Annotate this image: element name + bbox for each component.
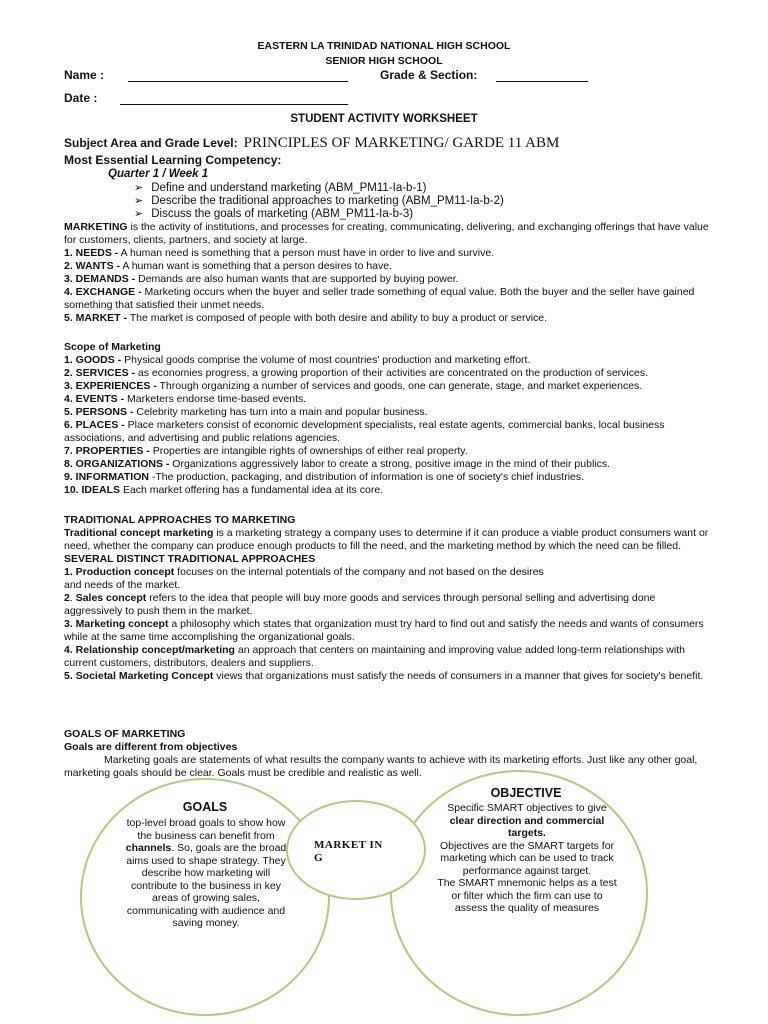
scope-item	[64, 354, 714, 367]
traditional-heading: TRADITIONAL APPROACHES TO MARKETING	[64, 514, 296, 526]
scope-item	[64, 393, 714, 406]
goals-text-part: . So, goals are the broad aims used to shape strategy. They describe how marketing will contribute to the business in key areas of growing sales, communicating with audience and saving money.	[126, 842, 287, 929]
concept-item	[64, 260, 714, 273]
name-blank	[128, 70, 348, 82]
approach-term: 1. Production concept	[64, 566, 175, 578]
scope-term: 1. GOODS -	[64, 354, 122, 366]
concept-term: 3. DEMANDS -	[64, 273, 136, 285]
scope-item	[64, 445, 714, 458]
scope-text: -The production, packaging, and distribution of information is one of society's chief industries.	[148, 471, 585, 483]
approach-text: refers to the idea that people will buy more goods and services through personal selling and advertising done aggressively to push them in the market.	[64, 592, 656, 617]
objective-text-part: Objectives are the SMART targets for marketing which can be used to track performance against target.	[439, 839, 615, 877]
school-name: EASTERN LA TRINIDAD NATIONAL HIGH SCHOOL	[257, 40, 511, 52]
approach-term: 2	[64, 592, 70, 604]
competency-item: ➢ Define and understand marketing (ABM_PM11-Ia-b-1)	[134, 182, 504, 195]
scope-item	[64, 458, 714, 471]
traditional-term: Traditional concept marketing	[64, 527, 214, 539]
approach-item	[64, 670, 714, 683]
approach-text: an approach that centers on maintaining and improving value added long-term relationships with current customers, distributors, dealers and suppliers.	[64, 644, 685, 669]
marketing-definition	[64, 221, 714, 247]
scope-term: 9. INFORMATION	[64, 471, 149, 483]
scope-term: 2. SERVICES -	[64, 367, 135, 379]
approach-item	[64, 644, 714, 670]
scope-term: 6. PLACES -	[64, 419, 125, 431]
goals-heading: GOALS OF MARKETING	[64, 728, 186, 740]
scope-term: 3. EXPERIENCES -	[64, 380, 157, 392]
concept-term: 1. NEEDS -	[64, 247, 119, 259]
concept-item	[64, 312, 714, 325]
scope-text: Celebrity marketing has turn into a main and popular business.	[133, 406, 428, 418]
goals-paragraph: Marketing goals are statements of what results the company wants to achieve with its marketing efforts. Just like any other goal, marketing goals should be clear. Goals must be credible and realistic as well.	[64, 754, 698, 779]
goals-subheading: Goals are different from objectives	[64, 741, 238, 753]
goals-text	[122, 817, 290, 930]
approaches-heading: SEVERAL DISTINCT TRADITIONAL APPROACHES	[64, 553, 316, 565]
objective-bold-text: clear direction and commercial targets.	[449, 814, 605, 839]
scope-text: Each market offering has a fundamental idea at its core.	[120, 484, 384, 496]
marketing-definition-section	[64, 221, 714, 325]
scope-text: Marketers endorse time-based events.	[124, 393, 307, 405]
goals-block	[120, 801, 290, 814]
scope-heading: Scope of Marketing	[64, 341, 161, 353]
marketing-center-line: G	[314, 852, 324, 864]
scope-text: Place marketers consist of economic development specialists, real estate agents, commercial banks, local business associations, and advertising and public relations agencies.	[64, 419, 665, 444]
date-label: Date :	[64, 91, 98, 105]
goals-bold-word: channels	[125, 842, 172, 854]
competency-list	[134, 182, 504, 221]
approach-item	[64, 592, 714, 618]
marketing-def-text: is the activity of institutions, and processes for creating, communicating, delivering, and exchanging offerings that have value for customers, clients, partners, and society at large.	[64, 221, 709, 246]
scope-text: Physical goods comprise the volume of most countries' production and marketing effort.	[121, 354, 531, 366]
approach-item	[64, 566, 714, 592]
scope-term: 8. ORGANIZATIONS -	[64, 458, 170, 470]
scope-item	[64, 471, 714, 484]
concept-term: 2. WANTS -	[64, 260, 121, 272]
approach-term: Sales concept	[75, 592, 147, 604]
scope-text: Organizations aggressively labor to create a strong, positive image in the mind of their publics.	[169, 458, 611, 470]
scope-term: 4. EVENTS -	[64, 393, 125, 405]
marketing-term: MARKETING	[64, 221, 128, 233]
subject-row	[64, 137, 559, 151]
competency-item: ➢ Discuss the goals of marketing (ABM_PM11-Ia-b-3)	[134, 208, 504, 221]
approach-term: 5. Societal Marketing Concept	[64, 670, 214, 682]
scope-term: 7. PROPERTIES -	[64, 445, 150, 457]
goals-section	[64, 728, 714, 780]
quarter-label: Quarter 1 / Week 1	[108, 168, 209, 180]
concept-text: A human need is something that a person must have in order to live and survive.	[118, 247, 495, 259]
concept-item	[64, 273, 714, 286]
objective-title: OBJECTIVE	[490, 786, 562, 800]
approach-text: and needs of the market.	[64, 579, 181, 591]
scope-text: Properties are intangible rights of ownerships of either real property.	[149, 445, 468, 457]
scope-item	[64, 380, 714, 393]
grade-section-blank	[496, 70, 588, 82]
marketing-center-label	[314, 839, 404, 865]
approach-item	[64, 618, 714, 644]
approach-text: a philosophy which states that organization must try hard to find out and satisfy the needs and wants of consumers while at the same time accomplishing the organizational goals.	[64, 618, 704, 643]
concept-item	[64, 286, 714, 312]
concept-text: A human want is something that a person desires to have.	[120, 260, 393, 272]
objective-text	[436, 802, 618, 915]
scope-item	[64, 406, 714, 419]
date-blank	[120, 93, 348, 105]
concept-text: Demands are also human wants that are supported by buying power.	[135, 273, 459, 285]
subject-value: PRINCIPLES OF MARKETING/ GARDE 11 ABM	[243, 135, 560, 151]
scope-item	[64, 367, 714, 380]
concept-text: Marketing occurs when the buyer and seller trade something of equal value. Both the buyer and the seller have gained something that satisfied their unmet needs.	[64, 286, 695, 311]
scope-item	[64, 484, 714, 497]
worksheet-title: STUDENT ACTIVITY WORKSHEET	[290, 113, 478, 125]
approach-text: views that organizations must satisfy the needs of consumers in a manner that gives for society's benefit.	[213, 670, 704, 682]
goals-text-part: top-level broad goals to show how the business can benefit from	[126, 817, 286, 842]
objective-text-part: Specific SMART objectives to give	[447, 802, 607, 814]
concept-text: The market is composed of people with both desire and ability to buy a product or service.	[127, 312, 548, 324]
approach-term: 4. Relationship concept/marketing	[64, 644, 235, 656]
grade-section-label: Grade & Section:	[380, 68, 478, 82]
scope-text: Through organizing a number of services and goods, one can generate, stage, and market experiences.	[156, 380, 643, 392]
concept-item	[64, 247, 714, 260]
subject-label: Subject Area and Grade Level:	[64, 136, 238, 150]
department-name: SENIOR HIGH SCHOOL	[325, 55, 443, 67]
traditional-section	[64, 514, 714, 683]
name-label: Name :	[64, 68, 105, 82]
scope-term: 5. PERSONS -	[64, 406, 134, 418]
approach-text: focuses on the internal potentials of the company and not based on the desires	[174, 566, 544, 578]
concept-term: 4. EXCHANGE -	[64, 286, 142, 298]
traditional-def-text: is a marketing strategy a company uses to determine if it can produce a viable product consumers want or need, whether the company can produce enough products to fill the need, and the marketing method by which the need can be filled.	[64, 527, 709, 552]
goals-title: GOALS	[182, 800, 228, 814]
traditional-definition	[64, 527, 714, 553]
approach-term: 3. Marketing concept	[64, 618, 169, 630]
melc-label: Most Essential Learning Competency:	[64, 153, 282, 167]
marketing-center-line: MARKET IN	[314, 839, 383, 851]
objective-text-part: The SMART mnemonic helps as a test or filter which the firm can use to assess the quality of measures	[437, 877, 617, 914]
concept-term: 5. MARKET -	[64, 312, 127, 324]
objective-block	[436, 787, 616, 800]
scope-item	[64, 419, 714, 445]
scope-term: 10. IDEALS	[64, 484, 121, 496]
scope-section	[64, 341, 714, 497]
competency-item: ➢ Describe the traditional approaches to marketing (ABM_PM11-Ia-b-2)	[134, 195, 504, 208]
scope-text: as economies progress, a growing proportion of their activities are concentrated on the production of services.	[135, 367, 649, 379]
approach-sep: .	[69, 592, 76, 604]
